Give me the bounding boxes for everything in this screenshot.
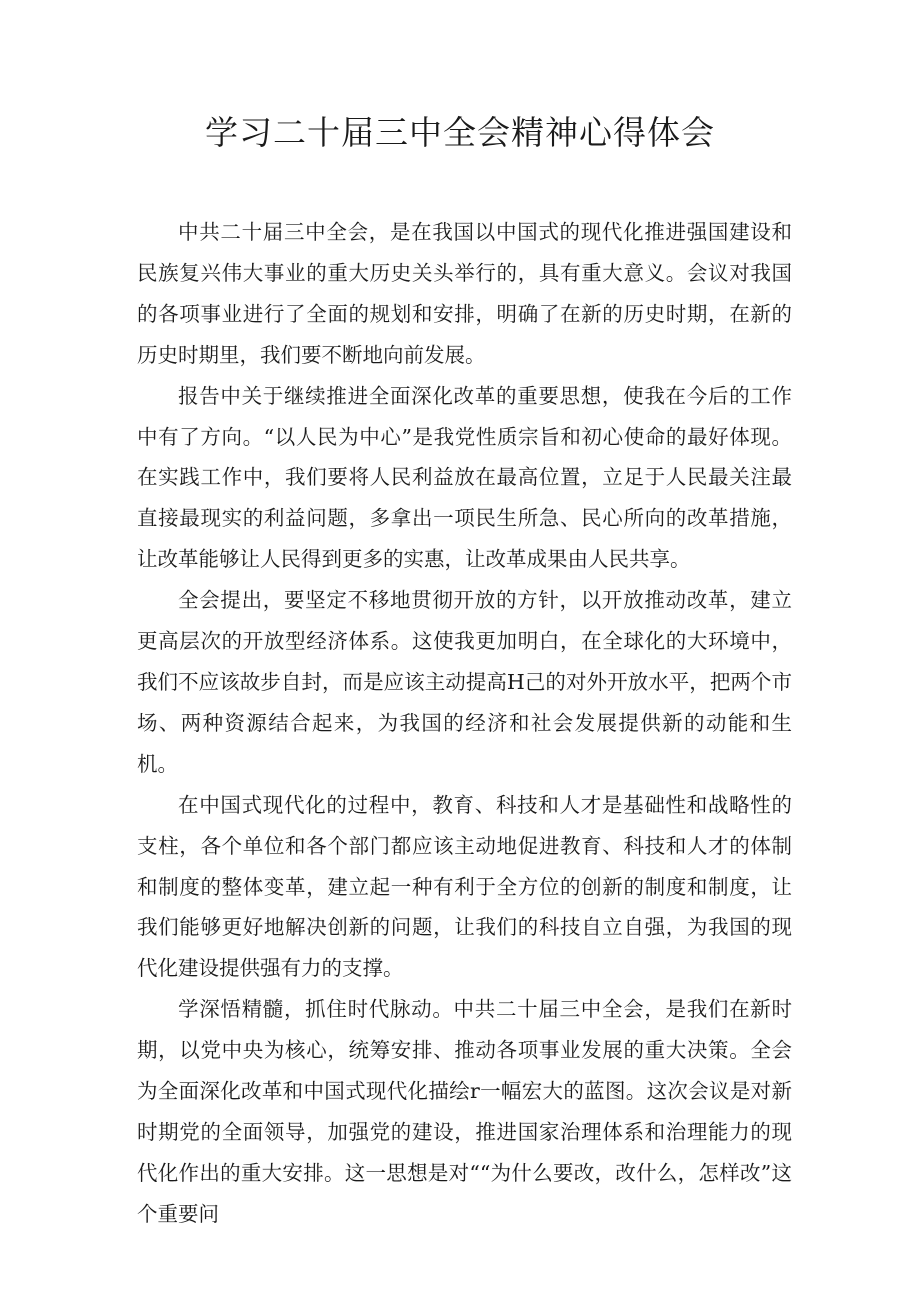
- paragraph-1: 中共二十届三中全会，是在我国以中国式的现代化推进强国建设和民族复兴伟大事业的重大历史关头举行的，具有重大意义。会议对我国的各项事业进行了全面的规划和安排，明确了在新的历史时期，在新的历史时期里，我们要不断地向前发展。: [137, 220, 792, 367]
- paragraph-2: 报告中关于继续推进全面深化改革的重要思想，使我在今后的工作中有了方向。“以人民为中心”是我党性质宗旨和初心使命的最好体现。在实践工作中，我们要将人民利益放在最高位置，立足于人民最关注最直接最现实的利益问题，多拿出一项民生所急、民心所向的改革措施，让改革能够让人民得到更多的实惠，让改革成果由人民共享。: [137, 383, 792, 572]
- document-title: 学习二十届三中全会精神心得体会: [205, 113, 715, 152]
- paragraph-4: 在中国式现代化的过程中，教育、科技和人才是基础性和战略性的支柱，各个单位和各个部门都应该主动地促进教育、科技和人才的体制和制度的整体变革，建立起一种有利于全方位的创新的制度和制度，让我们能够更好地解决创新的问题，让我们的科技自立自强，为我国的现代化建设提供强有力的支撑。: [137, 792, 792, 981]
- paragraph-3: 全会提出，要坚定不移地贯彻开放的方针，以开放推动改革，建立更高层次的开放型经济体系。这使我更加明白，在全球化的大环境中，我们不应该故步自封，而是应该主动提高H己的对外开放水平，把两个市场、两种资源结合起来，为我国的经济和社会发展提供新的动能和生机。: [137, 588, 792, 776]
- document-body: [137, 212, 792, 1235]
- paragraph-5: 学深悟精髓，抓住时代脉动。中共二十届三中全会，是我们在新时期，以党中央为核心，统筹安排、推动各项事业发展的重大决策。全会为全面深化改革和中国式现代化描绘r一幅宏大的蓝图。这次会议是对新时期党的全面领导，加强党的建设，推进国家治理体系和治理能力的现代化作出的重大安排。这一思想是对““为什么要改，改什么，怎样改”这个重要问: [137, 997, 792, 1226]
